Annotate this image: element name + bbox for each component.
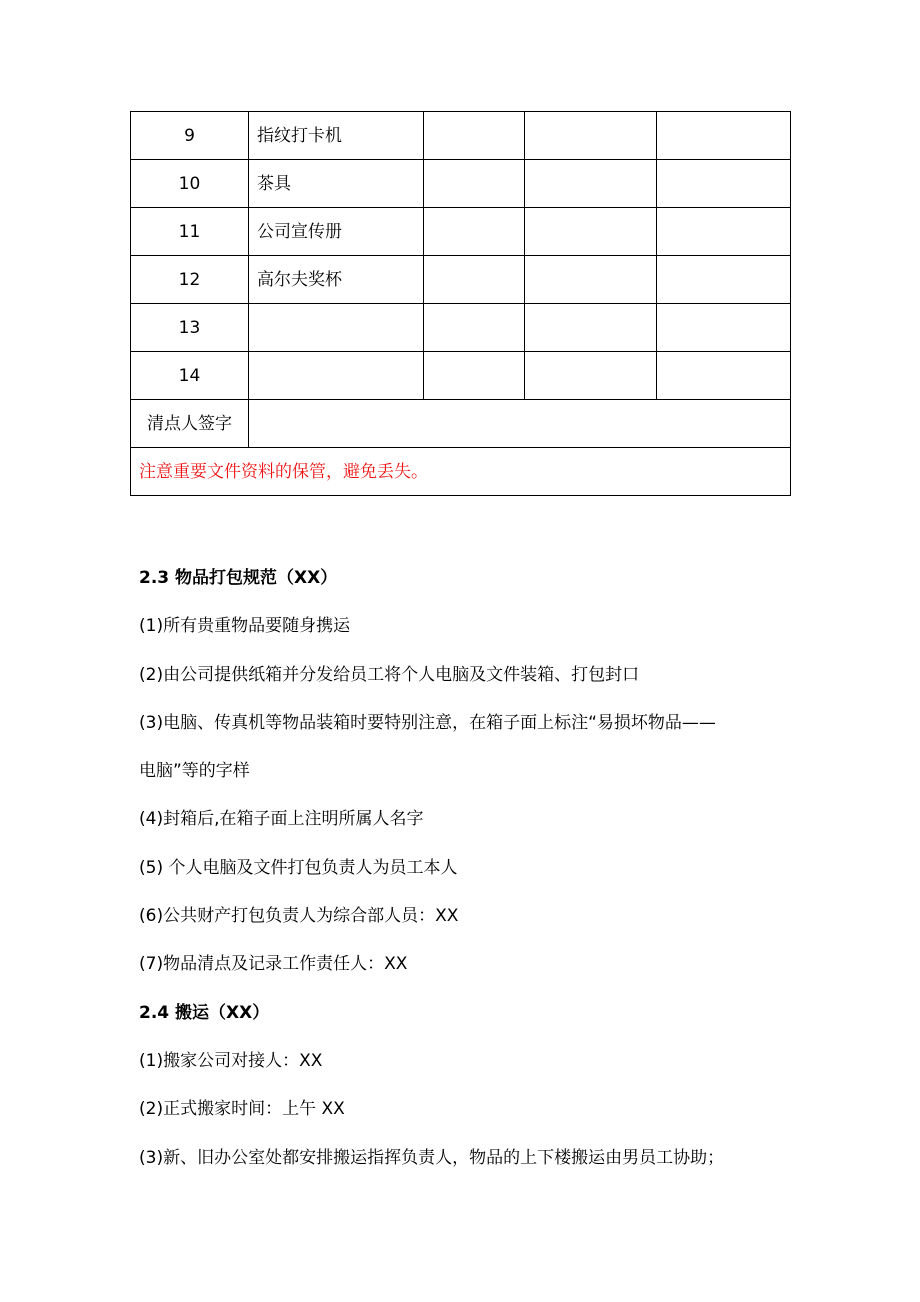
signature-row <box>131 400 791 448</box>
empty-cell <box>657 160 791 208</box>
item-name: 指纹打卡机 <box>249 112 424 160</box>
empty-cell <box>424 304 525 352</box>
row-number: 11 <box>131 208 249 256</box>
empty-cell <box>424 256 525 304</box>
item-name: 茶具 <box>249 160 424 208</box>
empty-cell <box>525 304 657 352</box>
empty-cell <box>657 256 791 304</box>
list-item: (1)所有贵重物品要随身携运 <box>139 616 351 637</box>
empty-cell <box>525 256 657 304</box>
section-heading: 2.4 搬运（XX） <box>139 1002 270 1023</box>
empty-cell <box>657 208 791 256</box>
list-item: (3)新、旧办公室处都安排搬运指挥负责人，物品的上下楼搬运由男员工协助； <box>139 1147 725 1168</box>
item-name <box>249 352 424 400</box>
row-number: 9 <box>131 112 249 160</box>
list-item: (4)封箱后,在箱子面上注明所属人名字 <box>139 809 424 830</box>
list-item: (3)电脑、传真机等物品装箱时要特别注意，在箱子面上标注“易损坏物品—— <box>139 712 716 733</box>
row-number: 12 <box>131 256 249 304</box>
table-row <box>131 160 791 208</box>
signature-field <box>249 400 791 448</box>
notice-row <box>131 448 791 496</box>
row-number: 14 <box>131 352 249 400</box>
inventory-table <box>130 111 791 496</box>
row-number: 13 <box>131 304 249 352</box>
empty-cell <box>525 352 657 400</box>
section-heading: 2.3 物品打包规范（XX） <box>139 568 338 588</box>
list-item: 电脑”等的字样 <box>139 761 250 782</box>
empty-cell <box>657 112 791 160</box>
signature-label: 清点人签字 <box>131 400 249 448</box>
document-body <box>139 554 819 1182</box>
item-name: 公司宣传册 <box>249 208 424 256</box>
row-number: 10 <box>131 160 249 208</box>
empty-cell <box>657 352 791 400</box>
table-row <box>131 352 791 400</box>
notice-text: 注意重要文件资料的保管，避免丢失。 <box>131 448 791 496</box>
list-item: (2)正式搬家时间：上午 XX <box>139 1099 345 1120</box>
list-item: (6)公共财产打包负责人为综合部人员：XX <box>139 906 459 927</box>
list-item: (7)物品清点及记录工作责任人：XX <box>139 954 408 975</box>
list-item: (2)由公司提供纸箱并分发给员工将个人电脑及文件装箱、打包封口 <box>139 664 640 685</box>
empty-cell <box>525 160 657 208</box>
item-name: 高尔夫奖杯 <box>249 256 424 304</box>
list-item: (1)搬家公司对接人：XX <box>139 1050 323 1071</box>
table-row <box>131 304 791 352</box>
table-row <box>131 256 791 304</box>
table-row <box>131 112 791 160</box>
empty-cell <box>525 208 657 256</box>
empty-cell <box>525 112 657 160</box>
empty-cell <box>424 112 525 160</box>
item-name <box>249 304 424 352</box>
table-row <box>131 208 791 256</box>
empty-cell <box>657 304 791 352</box>
list-item: (5) 个人电脑及文件打包负责人为员工本人 <box>139 857 458 878</box>
empty-cell <box>424 160 525 208</box>
empty-cell <box>424 352 525 400</box>
empty-cell <box>424 208 525 256</box>
